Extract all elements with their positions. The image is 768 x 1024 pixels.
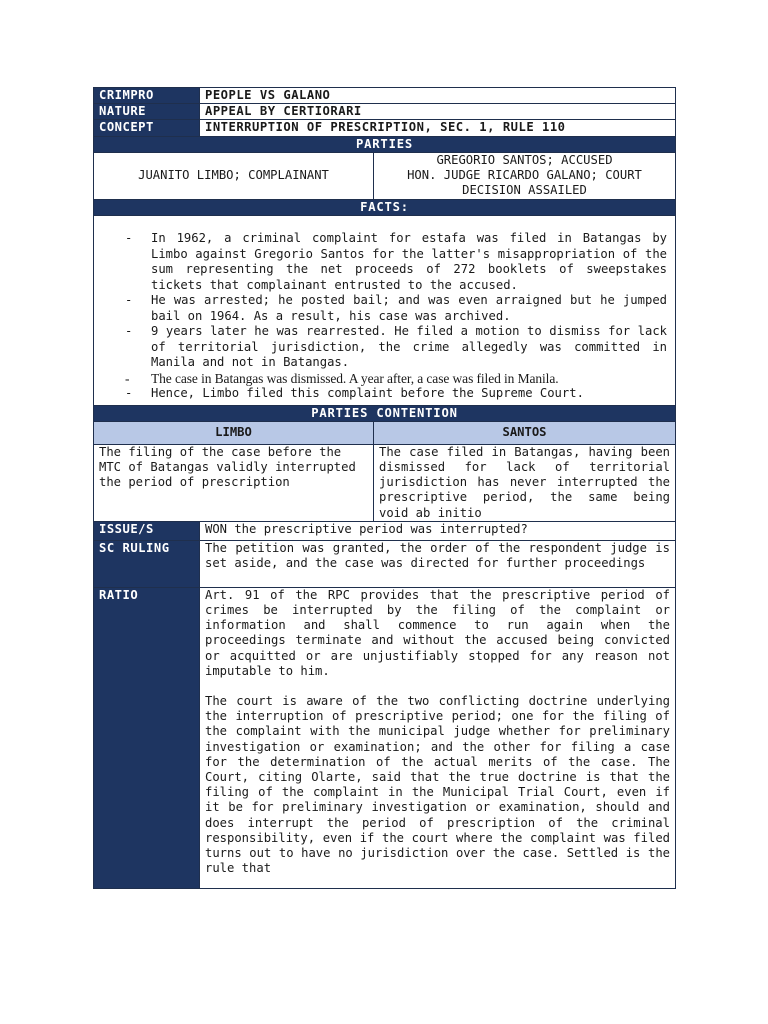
contention-heading-row	[94, 405, 676, 421]
issue-label: ISSUE/S	[94, 521, 200, 540]
issue-text: WON the prescriptive period was interrupted?	[200, 521, 676, 540]
fact-item: - 9 years later he was rearrested. He filed a motion to dismiss for lack of territorial jurisdiction, the crime allegedly was committed in Manila and not in Batangas.	[125, 324, 667, 371]
fact-item: - He was arrested; he posted bail; and was even arraigned but he jumped bail on 1964. As a result, his case was archived.	[125, 293, 667, 324]
ratio-paragraph: Art. 91 of the RPC provides that the prescriptive period of crimes be interrupted by the filing of the complaint or information and shall commence to run again when the proceedings terminate and without the accused being convicted or acquitted or are unjustifiably stopped for any reason not imputable to him.	[205, 587, 670, 678]
parties-heading: PARTIES	[94, 136, 676, 152]
limbo-heading: LIMBO	[94, 421, 374, 444]
crimpro-label: CRIMPRO	[94, 88, 200, 104]
facts-cell	[94, 216, 676, 406]
ratio-cell	[200, 587, 676, 888]
ruling-label: SC RULING	[94, 540, 200, 587]
ratio-paragraph: The court is aware of the two conflicting doctrine underlying the interruption of prescriptive period; one for the filing of the complaint with the municipal judge whether for preliminary investigation or examination; and the other for filing a case for the determination of the actual merits of the case. The Court, citing Olarte, said that the true doctrine is that the filing of the complaint in the Municipal Trial Court, even if it be for preliminary investigation or examination, should and does interrupt the period of prescription of the criminal responsibility, even if the court where the complaint was filed turns out to have no jurisdiction over the case. Settled is the rule that	[205, 693, 670, 876]
facts-heading-row	[94, 199, 676, 215]
concept-value: INTERRUPTION OF PRESCRIPTION, SEC. 1, RULE 110	[200, 120, 676, 136]
nature-row	[94, 104, 676, 120]
ratio-row	[94, 587, 676, 888]
facts-list	[99, 216, 667, 405]
limbo-contention: The filing of the case before the MTC of Batangas validly interrupted the period of prescription	[94, 444, 374, 521]
case-digest-document	[93, 87, 675, 889]
parties-row	[94, 152, 676, 199]
court-line: HON. JUDGE RICARDO GALANO; COURT DECISION ASSAILED	[407, 168, 642, 198]
crimpro-value: PEOPLE VS GALANO	[200, 88, 676, 104]
santos-heading: SANTOS	[374, 421, 676, 444]
contention-row	[94, 444, 676, 521]
accused-line: GREGORIO SANTOS; ACCUSED	[436, 153, 613, 167]
facts-row	[94, 216, 676, 406]
concept-row	[94, 120, 676, 136]
case-digest-table	[93, 87, 676, 889]
nature-label: NATURE	[94, 104, 200, 120]
santos-contention: The case filed in Batangas, having been dismissed for lack of territorial jurisdiction has never interrupted the prescriptive period, the same being void ab initio	[374, 444, 676, 521]
fact-item: - Hence, Limbo filed this complaint before the Supreme Court.	[125, 386, 667, 402]
accused-cell	[374, 152, 676, 199]
concept-label: CONCEPT	[94, 120, 200, 136]
ruling-text: The petition was granted, the order of the respondent judge is set aside, and the case was directed for further proceedings	[200, 540, 676, 587]
ratio-label: RATIO	[94, 587, 200, 888]
complainant-cell: JUANITO LIMBO; COMPLAINANT	[94, 152, 374, 199]
facts-heading: FACTS:	[94, 199, 676, 215]
ruling-row	[94, 540, 676, 587]
contention-subhead-row	[94, 421, 676, 444]
parties-heading-row	[94, 136, 676, 152]
fact-item: - The case in Batangas was dismissed. A year after, a case was filed in Manila.	[125, 371, 667, 387]
contention-heading: PARTIES CONTENTION	[94, 405, 676, 421]
issue-row	[94, 521, 676, 540]
nature-value: APPEAL BY CERTIORARI	[200, 104, 676, 120]
crimpro-row	[94, 88, 676, 104]
fact-item: - In 1962, a criminal complaint for estafa was filed in Batangas by Limbo against Gregorio Santos for the latter's misappropriation of the sum representing the net proceeds of 272 booklets of sweepstakes tickets that complainant entrusted to the accused.	[125, 231, 667, 293]
